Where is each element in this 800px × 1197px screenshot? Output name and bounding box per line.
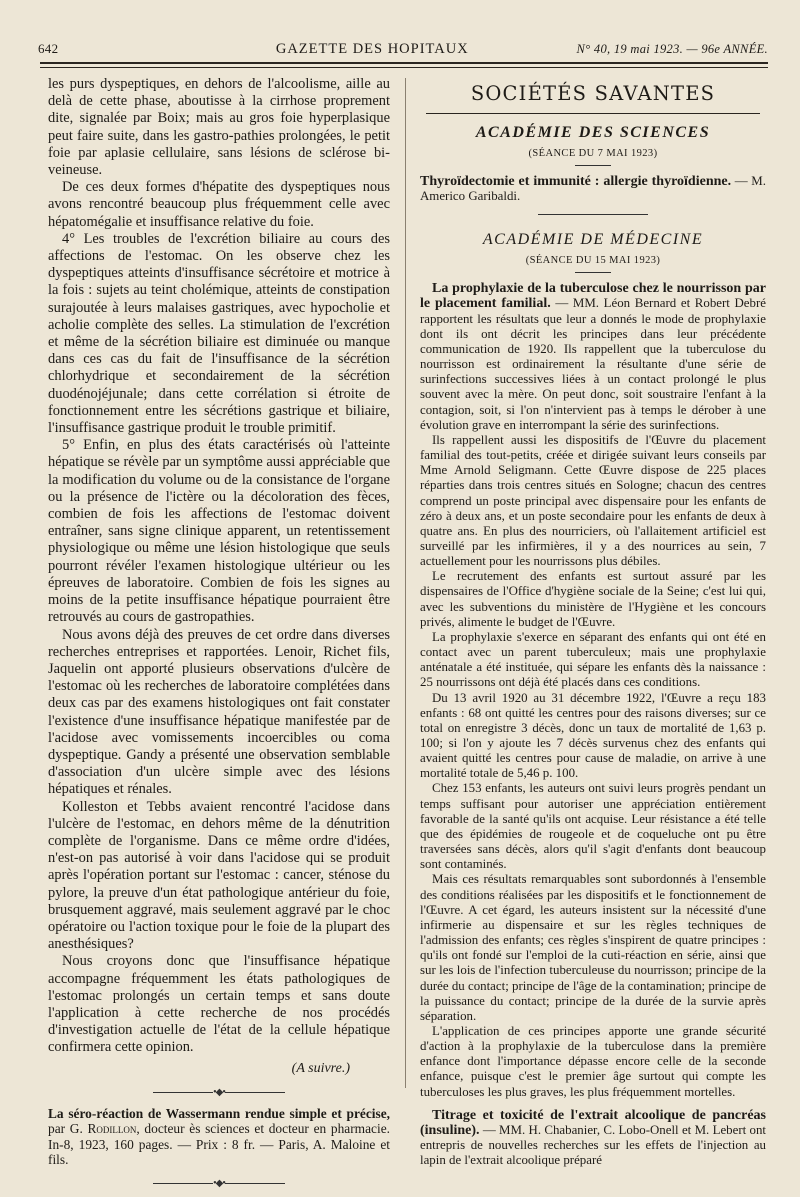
paragraph: les purs dyspeptiques, en dehors de l'alcoolisme, aille au delà de cette phase, aboutisse à la cirrhose proprement dite, signalée par Boix; mais au gros foie hyperplasique peut faire suite, dans les gastro-pathies prolongées, le petit foie par aplasie cellulaire, sans lésions de sclérose bi-veineuse. xyxy=(48,76,390,179)
paragraph: Du 13 avril 1920 au 31 décembre 1922, l'Œuvre a reçu 183 enfants : 68 ont quitté les centres pour des raisons diverses; sur ce total on enregistre 3 décès, donc un taux de mortalité de 1,63 p. 100; si l'on y ajoute les 7 décès survenus chez des enfants qui avaient quitté les centres pour cause de maladie, on arrive à une mortalité totale de 5,46 p. 100. xyxy=(420,690,766,781)
academy-sciences-heading: ACADÉMIE DES SCIENCES xyxy=(475,124,711,141)
page-header xyxy=(38,38,768,60)
header-rule xyxy=(40,62,768,64)
paragraph: Chez 153 enfants, les auteurs ont suivi leurs progrès pendant un temps suffisant pour autoriser une appréciation entièrement favorable de la santé qu'ils ont acquise. Leur résistance a été telle que des épidémies de rougeole et de coqueluche ont pu être traversées sans décès, alors qu'il s'agit d'enfants dont beaucoup sont contaminés. xyxy=(420,781,766,872)
right-column xyxy=(420,76,766,1168)
section-title: SOCIÉTÉS SAVANTES xyxy=(470,82,716,105)
seance-date: (SÉANCE DU 15 MAI 1923) xyxy=(525,255,661,267)
paragraph: — MM. H. Chabanier, C. Lobo-Onell et M. Lebert ont entrepris de nouvelles recherches sur les effets de l'injection au lapin de l'extrait alcoolique préparé xyxy=(420,1122,766,1168)
paragraph: La prophylaxie s'exerce en séparant des enfants qui ont été en contact avec un parent tuberculeux; mais une prophylaxie anténatale a été instituée, qui sépare les enfants dès la naissance : 25 nourrissons ont déjà été placés dans ces conditions. xyxy=(420,629,766,690)
ornament-divider: •◆• xyxy=(48,1178,390,1189)
paragraph: L'application de ces principes apporte une grande sécurité d'action à la prophylaxie de la tuberculose dans la première enfance dont l'importance dépasse encore celle de la seconde enfance, puisque c'est le premier âge surtout qui compte les tuberculoses les plus graves, les plus fréquemment mortelles. xyxy=(420,1023,766,1099)
communication-author: — M. Americo Garibaldi. xyxy=(420,174,766,204)
paragraph: Le recrutement des enfants est surtout assuré par les dispensaires de l'Office d'hygiène sociale de la Seine; c'est lui qui, avec les subventions du ministère de l'Hygiène et les concours privés, alimente le budget de l'Œuvre. xyxy=(420,569,766,629)
issue-info: N° 40, 19 mai 1923. — 96e ANNÉE. xyxy=(576,41,768,56)
paragraph: — MM. Léon Bernard et Robert Debré rapportent les résultats que leur a donnés le mode de prophylaxie dont ils ont décrit les principes dans leur précédente communication de 1920. Ils rappellent que la tuberculose du nourrisson est ordinairement la résultante d'une série de surinfections successives liées à un contact prolongé le plus souvent avec la mère. On peut donc, soit soustraire l'enfant à la contagion, soit, si l'on n'intervient pas à temps le dérober à une évolution grave en interrompant la série des surinfections. xyxy=(420,296,766,432)
short-rule xyxy=(575,165,611,166)
paragraph: 5° Enfin, en plus des états caractérisés où l'atteinte hépatique se révèle par un symptôme aussi appréciable que la modification du volume ou de la consistance de l'organe ou la présence de l'ictère ou la décoloration des fèces, combien de fois les affections de l'estomac doivent entraîner, sans signe clinique apparent, un retentissement physiologique ou même une lésion histologique que seuls pourront révéler l'examen histologique ultérieur ou les épreuves de laboratoire. Combien de fois les signes au moins de la petite insuffisance hépatique pourraient être retrouvés au cours de gastropathies. xyxy=(48,437,390,626)
book-title: La séro-réaction de Wassermann rendue simple et précise, xyxy=(48,1105,390,1121)
paragraph: Kolleston et Tebbs avaient rencontré l'acidose dans l'ulcère de l'estomac, en dehors même de la dénutrition complète de l'organisme. Dans ce même ordre d'idées, n'est-on pas autorisé à voir dans l'acidose qui se produit après l'opération portant sur l'estomac : cancer, sténose du pylore, la preuve d'un état pathologique antérieur du foie, brusquement aggravé, mais seulement aggravé par le choc opératoire ou l'action toxique pour le foie de la plupart des anesthésiques? xyxy=(48,798,390,953)
book-by: par G. xyxy=(48,1121,83,1137)
ornament-divider: •◆• xyxy=(48,1087,390,1098)
communication xyxy=(420,281,766,433)
seance-date: (SÉANCE DU 7 MAI 1923) xyxy=(528,148,658,159)
column-divider xyxy=(405,78,406,1088)
mid-rule xyxy=(538,214,648,215)
communication-title: La prophylaxie de la tuberculose chez le nourrisson par le placement familial. xyxy=(420,281,766,312)
continued-note: (A suivre.) xyxy=(291,1060,350,1076)
book-notice xyxy=(48,1106,390,1168)
paragraph: Ils rappellent aussi les dispositifs de l'Œuvre du placement familial des tout-petits, créée et dirigée suivant leurs conseils par Mme Arnold Seligmann. Cette Œuvre dispose de 225 places réparties dans trois centres situés en Sologne; chacun des centres comprend un poste principal avec dispensaire pour les enfants de zéro à deux ans, et un poste secondaire pour les enfants de deux à quatre ans. En plus des nourriciers, où l'allaitement artificiel est surveillé par les infirmières, il y a des nourrices au sein, 7 actuellement pour les nourrissons plus débiles. xyxy=(420,432,766,569)
communication xyxy=(420,1108,766,1169)
book-author: Rodillon xyxy=(87,1121,137,1137)
paragraph: Nous avons déjà des preuves de cet ordre dans diverses recherches entreprises et rapportées. Lenoir, Richet fils, Jaquelin ont apporté plusieurs observations d'ulcère de l'estomac où les recherches de laboratoire complétées dans deux cas par des examens histologiques ont fait constater l'existence d'une insuffisance hépatique manifestée par de l'acidose avec vomissements incoercibles ou coma dyspeptique. Gandy a présenté une observation semblable d'association d'un ulcère simple avec des lésions hépatiques et rénales. xyxy=(48,626,390,798)
communication-title: Titrage et toxicité de l'extrait alcoolique de pancréas (insuline). xyxy=(420,1107,766,1138)
paragraph: Mais ces résultats remarquables sont subordonnés à l'ensemble des conditions réalisées par les dispositifs et le fonctionnement de l'Œuvre. A cet égard, les auteurs insistent sur la nécessité d'une infirmerie au dispensaire et sur les règles techniques de l'admission des enfants; ces règles s'inspirent de quatre principes : qu'ils ont fondé sur l'emploi de la cuti-réaction en série, ainsi que sur les lois de l'infection tuberculeuse du nourrisson; principe de la durée du contact; principe de l'âge de la contamination; principe de la puissance du contact; principe de la durée de la survie après séparation. xyxy=(420,872,766,1023)
paragraph: Nous croyons donc que l'insuffisance hépatique accompagne fréquemment les états pathologiques de l'estomac prolongés un certain temps et sans doute l'application à cette recherche de nos procédés d'investigation actuelle de l'état de la cellule hépatique confirmera cette opinion. xyxy=(48,953,390,1056)
communication xyxy=(420,174,766,204)
short-rule xyxy=(575,272,611,273)
header-rule-thin xyxy=(40,67,768,68)
page-number: 642 xyxy=(38,41,59,56)
section-rule xyxy=(426,113,760,114)
left-column xyxy=(48,76,390,1197)
academy-medecine-heading: ACADÉMIE DE MÉDECINE xyxy=(482,231,704,249)
paragraph: De ces deux formes d'hépatite des dyspeptiques nous avons rencontré beaucoup plus fréquemment celle avec hépatomégalie et insuffisance relative du foie. xyxy=(48,179,390,230)
paragraph: 4° Les troubles de l'excrétion biliaire au cours des affections de l'estomac. On les observe chez les dyspeptiques atteints d'insuffisance sécrétoire et motrice à la fois : sujets au teint cholémique, atteints de constipation surajoutée à leurs malaises gastriques, avec hypocholie et acholie complète des selles. La stimulation de l'excrétion et même de la sécrétion biliaire est diminuée ou manque dans ces cas du fait de l'insuffisance de la sécrétion chlorhydrique et secondairement de la sécrétion duodénojéjunale; dans cette corrélation si étroite de fonctionnement entre les sécrétions gastrique et biliaire, l'insuffisance gastrique produit le trouble primitif. xyxy=(48,230,390,437)
journal-title: GAZETTE DES HOPITAUX xyxy=(275,40,469,57)
communication-title: Thyroïdectomie et immunité : allergie thyroïdienne. xyxy=(420,174,732,189)
book-details: , docteur ès sciences et docteur en pharmacie. In-8, 1923, 160 pages. — Prix : 8 fr. — Paris, A. Maloine et fils. xyxy=(48,1121,390,1168)
